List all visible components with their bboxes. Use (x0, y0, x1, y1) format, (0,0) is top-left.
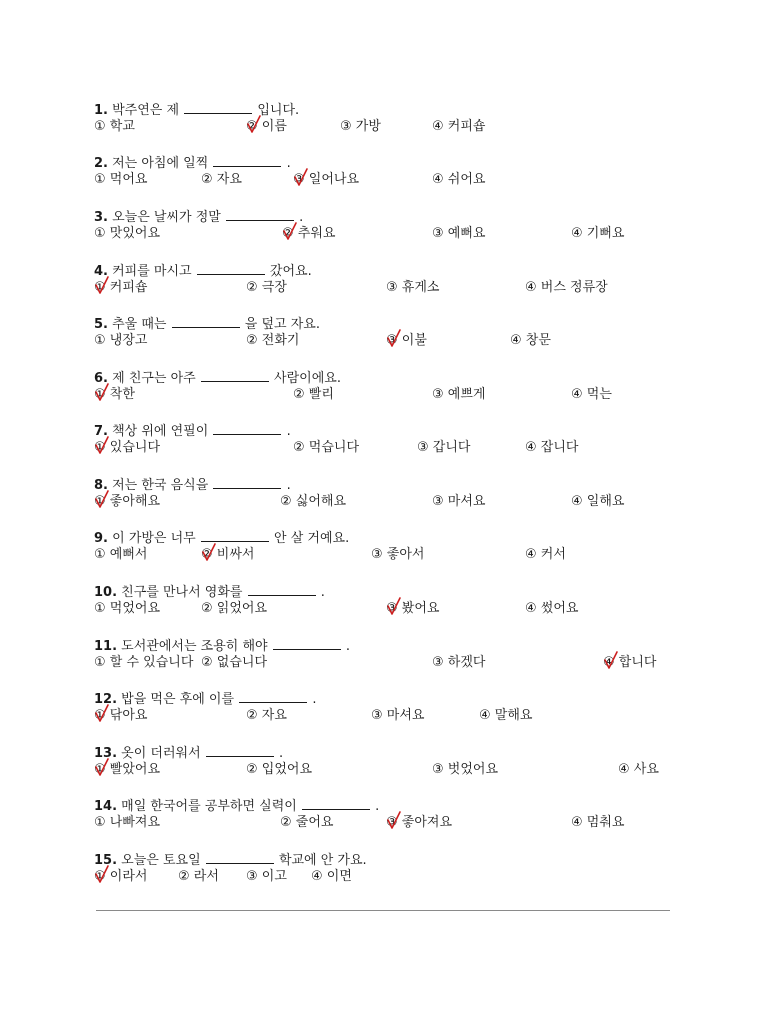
answer-blank (201, 369, 269, 382)
option-label: ① 예뻐서 (94, 547, 148, 562)
question-text (94, 690, 316, 708)
question-number: 7. (94, 424, 108, 439)
option-label: ① 먹었어요 (94, 601, 161, 616)
question-text (94, 315, 320, 333)
question-prompt: 옷이 더러워서 (121, 746, 201, 761)
question-prompt: 추울 때는 (112, 317, 167, 332)
option-2[interactable] (246, 119, 287, 135)
option-2[interactable] (293, 440, 359, 456)
option-label: ④ 먹는 (571, 387, 612, 402)
question-ending: . (286, 478, 291, 493)
question-prompt: 이 가방은 너무 (112, 531, 196, 546)
question-5 (94, 315, 694, 355)
answer-blank (302, 797, 370, 810)
footer-divider (96, 910, 670, 911)
option-label: ① 빨았어요 (94, 762, 161, 777)
question-ending: . (312, 692, 317, 707)
option-1[interactable] (94, 226, 160, 242)
option-label: ② 줄어요 (280, 815, 334, 830)
question-text (94, 637, 350, 655)
option-label: ④ 버스 정류장 (525, 280, 608, 295)
option-label: ① 이라서 (94, 869, 148, 884)
check-mark-icon (247, 115, 261, 135)
question-13 (94, 744, 694, 784)
option-label: ② 라서 (178, 869, 219, 884)
option-1[interactable] (94, 172, 147, 188)
option-4[interactable] (571, 387, 612, 403)
option-label: ④ 일해요 (571, 494, 625, 509)
option-label: ④ 썼어요 (525, 601, 579, 616)
question-3 (94, 208, 694, 248)
option-3[interactable] (417, 440, 470, 456)
answer-blank (172, 315, 240, 328)
check-mark-icon (95, 865, 109, 885)
option-1[interactable] (94, 280, 147, 296)
option-label: ② 비싸서 (201, 547, 255, 562)
check-mark-icon (283, 222, 297, 242)
option-label: ③ 좋아서 (371, 547, 425, 562)
option-label: ① 학교 (94, 119, 135, 134)
question-prompt: 밥을 먹은 후에 이를 (121, 692, 235, 707)
option-label: ③ 예쁘게 (432, 387, 486, 402)
option-2[interactable] (246, 708, 287, 724)
question-8 (94, 476, 694, 516)
question-number: 11. (94, 639, 118, 654)
option-2[interactable] (201, 655, 267, 671)
option-4[interactable] (479, 708, 532, 724)
answer-blank (248, 583, 316, 596)
option-1[interactable] (94, 494, 160, 510)
question-prompt: 저는 한국 음식을 (112, 478, 209, 493)
answer-blank (206, 744, 274, 757)
question-9 (94, 529, 694, 569)
option-1[interactable] (94, 333, 147, 349)
option-2[interactable] (246, 333, 299, 349)
option-1[interactable] (94, 119, 135, 135)
option-label: ④ 커서 (525, 547, 566, 562)
option-label: ② 싫어해요 (280, 494, 347, 509)
option-label: ③ 마셔요 (371, 708, 425, 723)
check-mark-icon (95, 758, 109, 778)
option-label: ① 착한 (94, 387, 135, 402)
option-label: ④ 말해요 (479, 708, 533, 723)
option-label: ② 자요 (201, 172, 242, 187)
option-label: ④ 창문 (510, 333, 551, 348)
option-1[interactable] (94, 762, 160, 778)
question-ending: . (286, 156, 291, 171)
option-label: ③ 갑니다 (417, 440, 471, 455)
option-label: ② 먹습니다 (293, 440, 360, 455)
option-2[interactable] (246, 280, 287, 296)
question-11 (94, 637, 694, 677)
option-3[interactable] (340, 119, 381, 135)
question-number: 13. (94, 746, 118, 761)
question-ending: 사람이에요. (274, 371, 341, 386)
option-label: ① 닦아요 (94, 708, 148, 723)
question-ending: 학교에 안 가요. (278, 853, 367, 868)
check-mark-icon (95, 436, 109, 456)
question-number: 4. (94, 264, 108, 279)
question-text (94, 797, 379, 815)
option-label: ① 있습니다 (94, 440, 161, 455)
option-label: ④ 합니다 (603, 655, 657, 670)
answer-blank (239, 690, 307, 703)
option-label: ② 추워요 (282, 226, 336, 241)
answer-blank (273, 637, 341, 650)
check-mark-icon (387, 329, 401, 349)
answer-blank (184, 101, 252, 114)
option-label: ② 읽었어요 (201, 601, 268, 616)
option-label: ③ 봤어요 (386, 601, 440, 616)
answer-blank (213, 422, 281, 435)
answer-blank (206, 851, 274, 864)
option-3[interactable] (386, 815, 452, 831)
option-label: ① 할 수 있습니다 (94, 655, 194, 670)
option-label: ① 냉장고 (94, 333, 148, 348)
option-label: ② 자요 (246, 708, 287, 723)
option-2[interactable] (280, 494, 346, 510)
option-label: ③ 이고 (246, 869, 287, 884)
question-prompt: 오늘은 날씨가 정말 (112, 210, 221, 225)
option-3[interactable] (371, 708, 424, 724)
option-4[interactable] (571, 815, 624, 831)
check-mark-icon (387, 597, 401, 617)
option-label: ③ 가방 (340, 119, 381, 134)
option-2[interactable] (246, 762, 312, 778)
option-label: ④ 잡니다 (525, 440, 579, 455)
question-ending: . (278, 746, 284, 761)
question-ending: 갔어요. (269, 264, 312, 279)
option-4[interactable] (311, 869, 352, 885)
option-4[interactable] (571, 226, 624, 242)
question-prompt: 오늘은 토요일 (121, 853, 201, 868)
question-number: 15. (94, 853, 118, 868)
question-10 (94, 583, 694, 623)
option-label: ① 나빠져요 (94, 815, 161, 830)
option-label: ① 좋아해요 (94, 494, 161, 509)
option-label: ② 극장 (246, 280, 287, 295)
option-3[interactable] (246, 869, 287, 885)
question-text (94, 851, 367, 869)
option-label: ① 맛있어요 (94, 226, 161, 241)
option-1[interactable] (94, 601, 160, 617)
option-3[interactable] (432, 387, 485, 403)
question-ending: 을 덮고 자요. (244, 317, 320, 332)
option-label: ④ 커피숍 (432, 119, 486, 134)
option-2[interactable] (201, 172, 242, 188)
option-2[interactable] (201, 547, 254, 563)
question-prompt: 박주연은 제 (112, 103, 180, 118)
option-label: ① 커피숍 (94, 280, 148, 295)
question-number: 1. (94, 103, 108, 118)
option-label: ③ 하겠다 (432, 655, 486, 670)
question-text (94, 262, 312, 280)
option-4[interactable] (525, 280, 608, 296)
option-label: ② 전화기 (246, 333, 300, 348)
option-1[interactable] (94, 387, 135, 403)
question-prompt: 책상 위에 연필이 (112, 424, 209, 439)
option-4[interactable] (432, 172, 485, 188)
option-3[interactable] (386, 333, 427, 349)
option-4[interactable] (510, 333, 551, 349)
option-label: ③ 예뻐요 (432, 226, 486, 241)
question-4 (94, 262, 694, 302)
option-3[interactable] (371, 547, 424, 563)
question-ending: 안 살 거예요. (274, 531, 350, 546)
check-mark-icon (95, 490, 109, 510)
option-label: ② 없습니다 (201, 655, 268, 670)
question-number: 14. (94, 799, 118, 814)
option-1[interactable] (94, 655, 193, 671)
question-ending: . (345, 639, 350, 654)
question-prompt: 매일 한국어를 공부하면 실력이 (121, 799, 297, 814)
question-text (94, 583, 325, 601)
option-label: ③ 좋아져요 (386, 815, 453, 830)
question-ending: . (320, 585, 325, 600)
check-mark-icon (604, 651, 618, 671)
question-text (94, 422, 291, 440)
question-6 (94, 369, 694, 409)
option-label: ② 이름 (246, 119, 287, 134)
answer-blank (201, 529, 269, 542)
option-label: ③ 벗었어요 (432, 762, 499, 777)
question-number: 9. (94, 531, 108, 546)
question-number: 5. (94, 317, 108, 332)
question-ending: 입니다. (257, 103, 300, 118)
question-text (94, 529, 349, 547)
option-2[interactable] (178, 869, 219, 885)
question-text (94, 154, 291, 172)
question-12 (94, 690, 694, 730)
option-3[interactable] (432, 226, 485, 242)
answer-blank (213, 476, 281, 489)
answer-blank (197, 262, 265, 275)
check-mark-icon (387, 811, 401, 831)
option-1[interactable] (94, 440, 160, 456)
check-mark-icon (95, 383, 109, 403)
question-prompt: 친구를 만나서 영화를 (121, 585, 243, 600)
option-3[interactable] (293, 172, 359, 188)
option-1[interactable] (94, 708, 147, 724)
question-number: 8. (94, 478, 108, 493)
option-3[interactable] (432, 655, 485, 671)
option-label: ④ 쉬어요 (432, 172, 486, 187)
question-7 (94, 422, 694, 462)
option-label: ③ 마셔요 (432, 494, 486, 509)
question-number: 2. (94, 156, 108, 171)
option-2[interactable] (201, 601, 267, 617)
option-label: ④ 멈춰요 (571, 815, 625, 830)
question-prompt: 도서관에서는 조용히 해야 (121, 639, 268, 654)
option-4[interactable] (603, 655, 656, 671)
option-label: ① 먹어요 (94, 172, 148, 187)
option-1[interactable] (94, 815, 160, 831)
option-label: ③ 이불 (386, 333, 427, 348)
question-number: 3. (94, 210, 108, 225)
question-prompt: 저는 아침에 일찍 (112, 156, 209, 171)
option-4[interactable] (525, 440, 578, 456)
option-label: ③ 휴게소 (386, 280, 440, 295)
question-number: 10. (94, 585, 118, 600)
answer-blank (226, 208, 294, 221)
option-label: ④ 기뻐요 (571, 226, 625, 241)
check-mark-icon (95, 704, 109, 724)
question-number: 12. (94, 692, 118, 707)
option-4[interactable] (525, 547, 566, 563)
question-text (94, 476, 291, 494)
question-ending: . (299, 210, 304, 225)
check-mark-icon (202, 543, 216, 563)
option-4[interactable] (618, 762, 659, 778)
option-4[interactable] (432, 119, 485, 135)
question-number: 6. (94, 371, 108, 386)
option-label: ② 입었어요 (246, 762, 313, 777)
option-label: ④ 이면 (311, 869, 352, 884)
option-label: ③ 일어나요 (293, 172, 360, 187)
option-1[interactable] (94, 869, 147, 885)
option-label: ② 빨리 (293, 387, 334, 402)
question-ending: . (375, 799, 380, 814)
option-label: ④ 사요 (618, 762, 659, 777)
option-2[interactable] (280, 815, 333, 831)
question-2 (94, 154, 694, 194)
option-3[interactable] (386, 280, 439, 296)
question-text (94, 208, 303, 226)
option-3[interactable] (386, 601, 439, 617)
answer-blank (213, 154, 281, 167)
question-prompt: 커피를 마시고 (112, 264, 192, 279)
option-3[interactable] (432, 762, 498, 778)
option-2[interactable] (293, 387, 334, 403)
question-text (94, 744, 283, 762)
option-4[interactable] (525, 601, 578, 617)
question-text (94, 101, 299, 119)
question-15 (94, 851, 694, 891)
check-mark-icon (294, 168, 308, 188)
option-1[interactable] (94, 547, 147, 563)
question-prompt: 제 친구는 아주 (112, 371, 196, 386)
option-2[interactable] (282, 226, 335, 242)
question-text (94, 369, 341, 387)
question-14 (94, 797, 694, 837)
option-3[interactable] (432, 494, 485, 510)
question-1 (94, 101, 694, 141)
option-4[interactable] (571, 494, 624, 510)
check-mark-icon (95, 276, 109, 296)
question-ending: . (286, 424, 291, 439)
